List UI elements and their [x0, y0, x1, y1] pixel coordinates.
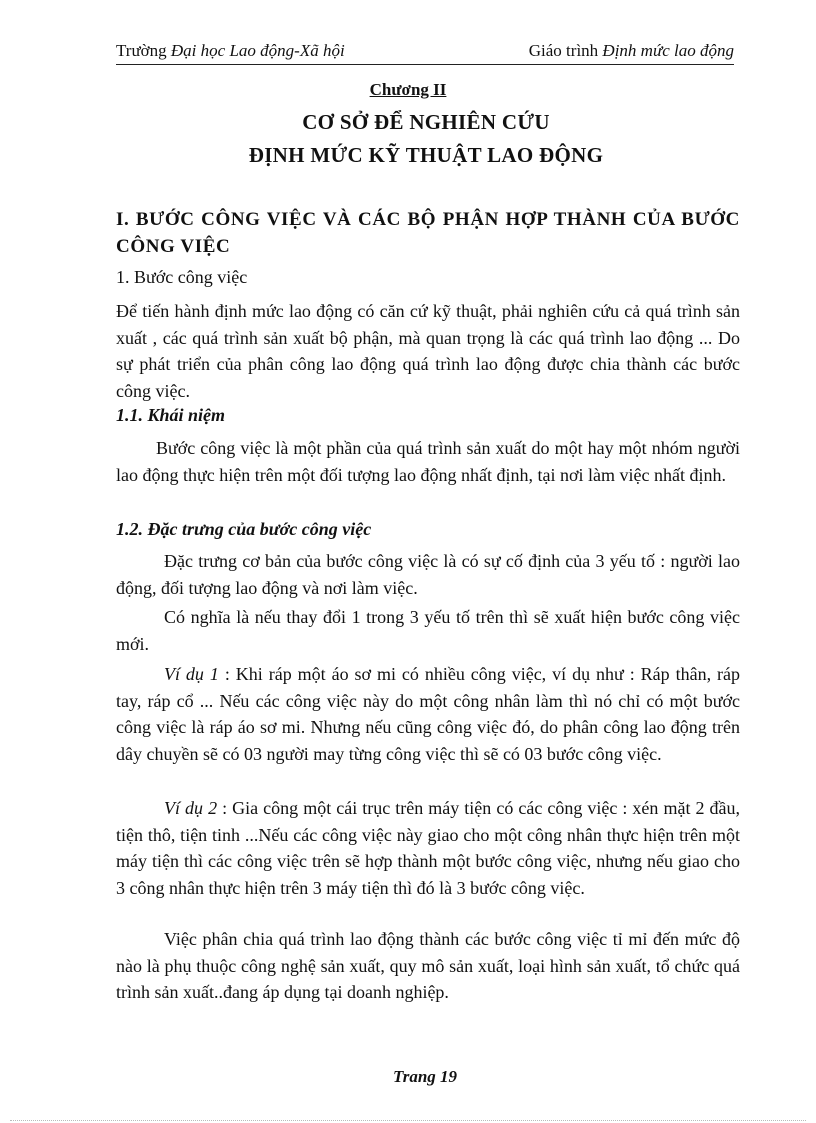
subheading-khai-niem: 1.1. Khái niệm — [116, 405, 226, 425]
paragraph: Đặc trưng cơ bản của bước công việc là có sự cố định của 3 yếu tố : người lao động, đối tượng lao động và nơi làm việc. — [116, 551, 740, 598]
header-left-prefix: Trường — [116, 41, 167, 60]
paragraph: Có nghĩa là nếu thay đổi 1 trong 3 yếu tố trên thì sẽ xuất hiện bước công việc mới. — [116, 607, 740, 654]
example-1-paragraph — [116, 661, 740, 767]
header-right-italic: Định mức lao động — [602, 41, 734, 60]
header-right-prefix: Giáo trình — [528, 41, 599, 60]
page-header — [116, 40, 734, 65]
header-left — [116, 40, 345, 62]
example-2-paragraph — [116, 795, 740, 901]
page-number: Trang 19 — [392, 1067, 458, 1086]
paragraph: Bước công việc là một phần của quá trình sản xuất do một hay một nhóm người lao động thực hiện trên một đối tượng lao động nhất định, tại nơi làm việc nhất định. — [116, 438, 740, 485]
page-bottom-divider — [10, 1120, 806, 1121]
chapter-title-line1: CƠ SỞ ĐỂ NGHIÊN CỨU — [302, 110, 550, 134]
paragraph: Để tiến hành định mức lao động có căn cứ kỹ thuật, phải nghiên cứu cả quá trình sản xuất , các quá trình sản xuất bộ phận, mà quan trọng là các quá trình lao động ... Do sự phát triển của phân công lao động quá trình lao động được chia thành các bước công việc. — [116, 301, 740, 401]
subsection-heading: 1. Bước công việc — [116, 267, 248, 287]
chapter-title-line2: ĐỊNH MỨC KỸ THUẬT LAO ĐỘNG — [248, 143, 604, 167]
example-1-text: : Khi ráp một áo sơ mi có nhiều công việc, ví dụ như : Ráp thân, ráp tay, ráp cổ ... Nếu các công việc này do một công nhân làm thì nó chỉ có một bước công việc là ráp áo sơ mi. Nhưng nếu cũng công việc đó, do phân công lao động trên dây chuyền sẽ có 03 người may từng công việc thì sẽ có 03 bước công việc. — [116, 664, 740, 764]
section-heading: I. BƯỚC CÔNG VIỆC VÀ CÁC BỘ PHẬN HỢP THÀNH CỦA BƯỚC CÔNG VIỆC — [116, 209, 740, 257]
example-2-label: Ví dụ 2 — [164, 798, 218, 818]
chapter-label: Chương II — [369, 80, 447, 99]
paragraph: Việc phân chia quá trình lao động thành các bước công việc tỉ mỉ đến mức độ nào là phụ thuộc công nghệ sản xuất, quy mô sản xuất, loại hình sản xuất, tổ chức quá trình sản xuất..đang áp dụng tại doanh nghiệp. — [116, 929, 740, 1002]
header-right — [529, 40, 734, 62]
subheading-dac-trung: 1.2. Đặc trưng của bước công việc — [116, 519, 372, 539]
example-1-label: Ví dụ 1 — [164, 664, 219, 684]
example-2-text: : Gia công một cái trục trên máy tiện có các công việc : xén mặt 2 đầu, tiện thô, tiện tinh ...Nếu các công việc này giao cho một công nhân thực hiện trên một máy tiện thì các công việc trên sẽ hợp thành một bước công việc, nhưng nếu giao cho 3 công nhân thực hiện trên 3 máy tiện thì đó là 3 bước công việc. — [116, 798, 741, 898]
header-left-italic: Đại học Lao động-Xã hội — [170, 41, 345, 60]
